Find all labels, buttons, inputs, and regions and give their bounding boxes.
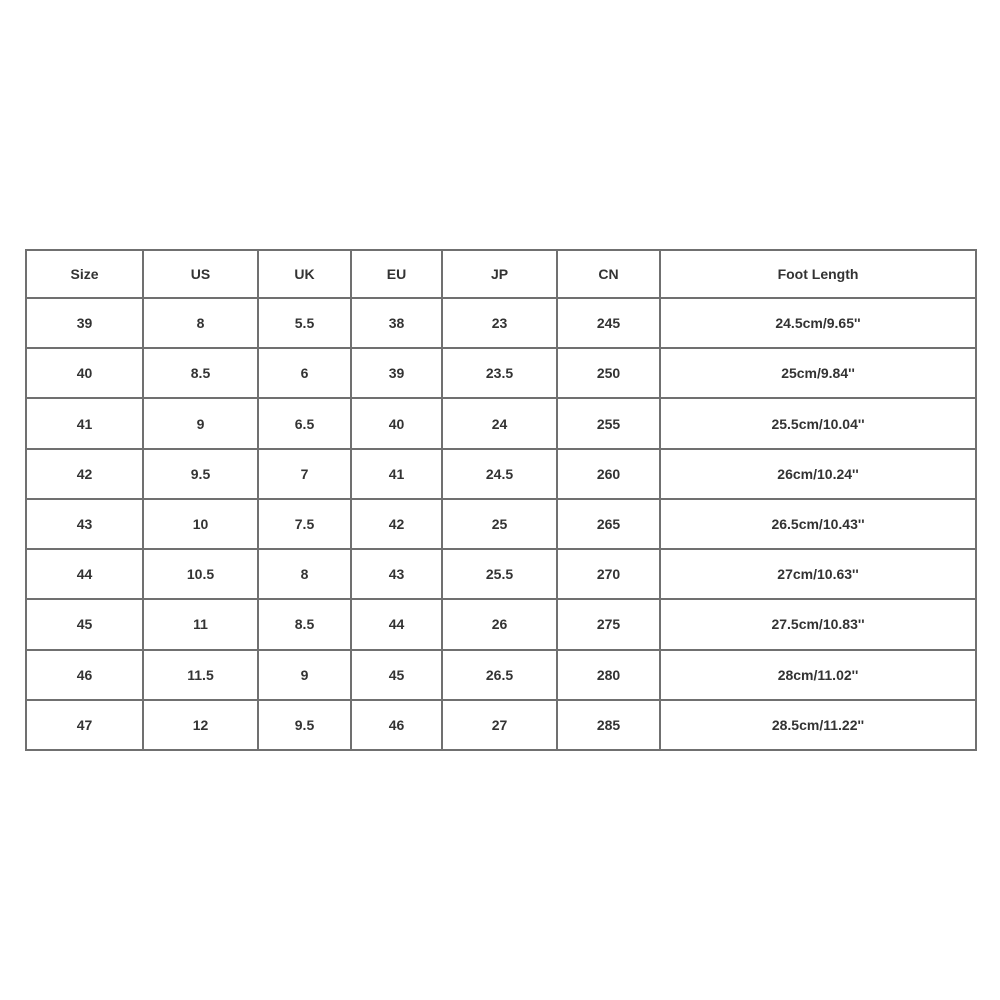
- cell-jp: 24: [442, 398, 557, 448]
- cell-eu: 41: [351, 449, 442, 499]
- cell-size: 47: [26, 700, 143, 750]
- cell-size: 42: [26, 449, 143, 499]
- cell-us: 8.5: [143, 348, 258, 398]
- table-row: [26, 599, 976, 649]
- cell-jp: 25.5: [442, 549, 557, 599]
- table-row: [26, 348, 976, 398]
- header-jp: JP: [442, 250, 557, 298]
- cell-jp: 24.5: [442, 449, 557, 499]
- table-row: [26, 449, 976, 499]
- cell-us: 10.5: [143, 549, 258, 599]
- cell-foot-length: 25cm/9.84'': [660, 348, 976, 398]
- table-row: [26, 700, 976, 750]
- cell-jp: 23.5: [442, 348, 557, 398]
- cell-eu: 40: [351, 398, 442, 448]
- cell-foot-length: 28cm/11.02'': [660, 650, 976, 700]
- cell-foot-length: 26.5cm/10.43'': [660, 499, 976, 549]
- cell-jp: 27: [442, 700, 557, 750]
- cell-cn: 250: [557, 348, 660, 398]
- cell-eu: 42: [351, 499, 442, 549]
- cell-us: 11: [143, 599, 258, 649]
- cell-uk: 8: [258, 549, 351, 599]
- cell-eu: 39: [351, 348, 442, 398]
- cell-eu: 46: [351, 700, 442, 750]
- cell-jp: 26.5: [442, 650, 557, 700]
- cell-size: 41: [26, 398, 143, 448]
- cell-uk: 8.5: [258, 599, 351, 649]
- table-row: [26, 549, 976, 599]
- table-row: [26, 499, 976, 549]
- cell-cn: 260: [557, 449, 660, 499]
- header-uk: UK: [258, 250, 351, 298]
- table-row: [26, 398, 976, 448]
- cell-foot-length: 27.5cm/10.83'': [660, 599, 976, 649]
- cell-size: 44: [26, 549, 143, 599]
- cell-uk: 5.5: [258, 298, 351, 348]
- cell-jp: 26: [442, 599, 557, 649]
- cell-foot-length: 28.5cm/11.22'': [660, 700, 976, 750]
- cell-jp: 23: [442, 298, 557, 348]
- cell-cn: 255: [557, 398, 660, 448]
- cell-size: 45: [26, 599, 143, 649]
- cell-size: 39: [26, 298, 143, 348]
- cell-eu: 45: [351, 650, 442, 700]
- cell-size: 43: [26, 499, 143, 549]
- cell-us: 9.5: [143, 449, 258, 499]
- cell-uk: 9.5: [258, 700, 351, 750]
- cell-cn: 270: [557, 549, 660, 599]
- cell-cn: 280: [557, 650, 660, 700]
- cell-us: 10: [143, 499, 258, 549]
- header-us: US: [143, 250, 258, 298]
- cell-size: 40: [26, 348, 143, 398]
- cell-us: 11.5: [143, 650, 258, 700]
- cell-foot-length: 26cm/10.24'': [660, 449, 976, 499]
- header-row: [26, 250, 976, 298]
- cell-jp: 25: [442, 499, 557, 549]
- cell-uk: 6.5: [258, 398, 351, 448]
- header-eu: EU: [351, 250, 442, 298]
- cell-cn: 275: [557, 599, 660, 649]
- cell-size: 46: [26, 650, 143, 700]
- cell-uk: 6: [258, 348, 351, 398]
- table-row: [26, 650, 976, 700]
- cell-cn: 245: [557, 298, 660, 348]
- cell-eu: 44: [351, 599, 442, 649]
- header-cn: CN: [557, 250, 660, 298]
- cell-foot-length: 27cm/10.63'': [660, 549, 976, 599]
- cell-us: 9: [143, 398, 258, 448]
- cell-uk: 7.5: [258, 499, 351, 549]
- size-chart-table: [25, 249, 977, 751]
- table-row: [26, 298, 976, 348]
- cell-uk: 9: [258, 650, 351, 700]
- cell-cn: 265: [557, 499, 660, 549]
- cell-uk: 7: [258, 449, 351, 499]
- cell-foot-length: 25.5cm/10.04'': [660, 398, 976, 448]
- header-foot-length: Foot Length: [660, 250, 976, 298]
- cell-foot-length: 24.5cm/9.65'': [660, 298, 976, 348]
- cell-us: 12: [143, 700, 258, 750]
- cell-eu: 38: [351, 298, 442, 348]
- cell-us: 8: [143, 298, 258, 348]
- cell-cn: 285: [557, 700, 660, 750]
- cell-eu: 43: [351, 549, 442, 599]
- header-size: Size: [26, 250, 143, 298]
